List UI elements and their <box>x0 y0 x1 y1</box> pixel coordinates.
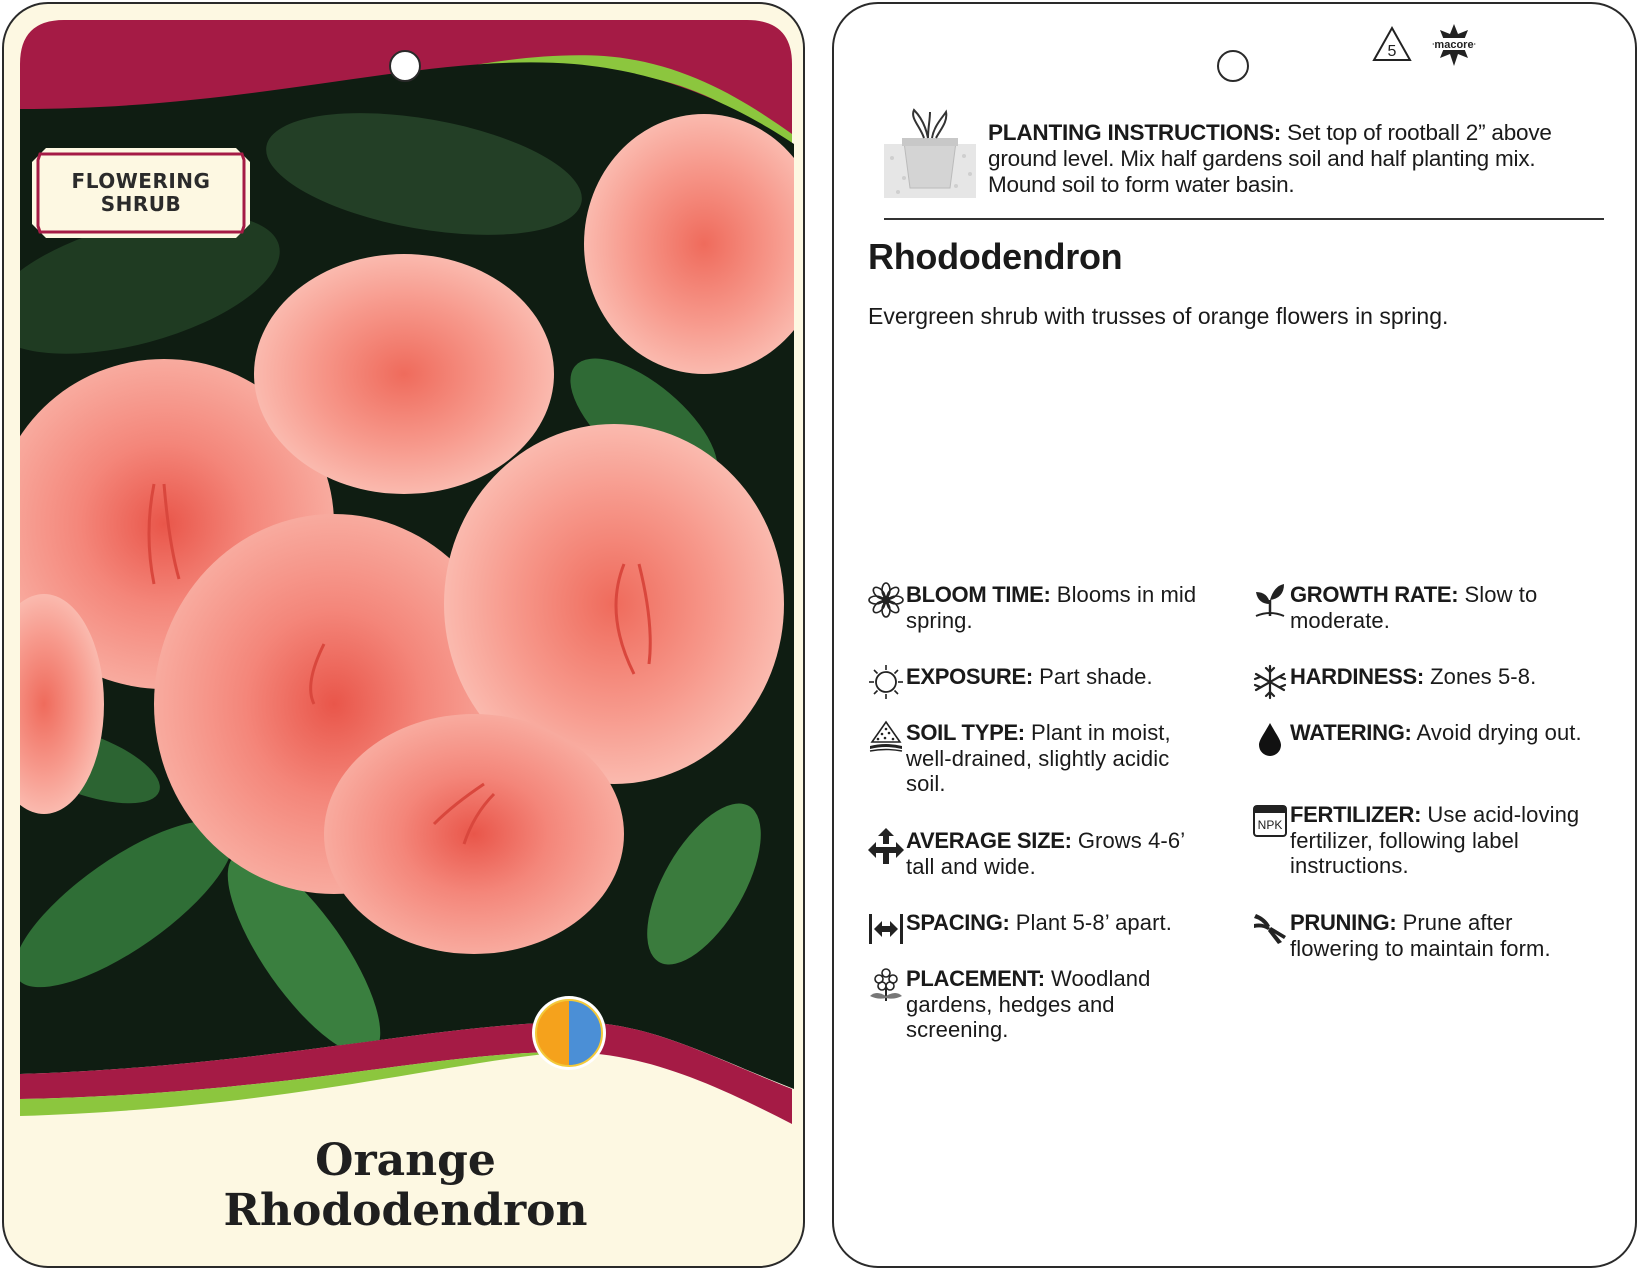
attr-label: AVERAGE SIZE: <box>906 828 1072 853</box>
placement-icon <box>868 966 904 1002</box>
attr-text <box>906 582 1206 633</box>
front-plant-name <box>4 1136 805 1236</box>
planting-text <box>988 120 1598 198</box>
planting-instructions <box>884 108 1604 220</box>
attr-value: Use acid-loving fertilizer, following label instructions. <box>1290 802 1580 878</box>
attr-value: Part shade. <box>1032 664 1153 689</box>
hang-hole <box>1217 50 1249 82</box>
back-tag <box>832 2 1637 1268</box>
sprout-icon <box>1252 582 1288 618</box>
attr-value: Prune after flowering to maintain form. <box>1290 910 1551 961</box>
front-name-line-1: Orange <box>315 1135 496 1186</box>
attr-text <box>1290 910 1590 961</box>
flower-icon <box>868 582 904 618</box>
npk-label: NPK <box>1257 818 1283 832</box>
attr-text <box>906 664 1206 690</box>
snowflake-icon <box>1252 664 1288 700</box>
badge-line-1: FLOWERING <box>71 169 211 193</box>
recycle-number: 5 <box>1387 43 1397 60</box>
planting-body: Set top of rootball 2” above ground level. Mix half gardens soil and half planting mix. Mound soil to form water basin. <box>988 120 1552 197</box>
attr-value: Plant 5-8’ apart. <box>1009 910 1172 935</box>
attr-text <box>906 828 1206 879</box>
attr-text <box>1290 664 1590 690</box>
attr-text <box>906 910 1206 936</box>
category-badge <box>32 148 250 238</box>
size-icon <box>868 828 904 864</box>
soil-icon <box>868 720 904 756</box>
npk-icon <box>1252 802 1288 838</box>
planting-pot-icon <box>884 108 976 200</box>
attr-value: Zones 5-8. <box>1423 664 1537 689</box>
attr-text <box>1290 802 1590 879</box>
attr-text <box>1290 582 1590 633</box>
attr-text <box>906 966 1206 1043</box>
badge-text <box>32 170 250 216</box>
pruners-icon <box>1252 910 1288 946</box>
attr-label: PRUNING: <box>1290 910 1397 935</box>
attr-label: SOIL TYPE: <box>906 720 1025 745</box>
badge-line-2: SHRUB <box>100 192 182 216</box>
planting-label: PLANTING INSTRUCTIONS: <box>988 120 1282 145</box>
attr-value: Plant in moist, well-drained, slightly acidic soil. <box>906 720 1171 796</box>
hang-hole <box>389 50 421 82</box>
attr-text <box>906 720 1206 797</box>
attr-text <box>1290 720 1590 746</box>
attr-label: BLOOM TIME: <box>906 582 1051 607</box>
attr-label: FERTILIZER: <box>1290 802 1422 827</box>
front-tag <box>2 2 805 1268</box>
attr-label: GROWTH RATE: <box>1290 582 1459 607</box>
attr-value: Grows 4-6’ tall and wide. <box>906 828 1185 879</box>
plant-description: Evergreen shrub with trusses of orange flowers in spring. <box>868 303 1449 329</box>
spacing-icon <box>868 910 904 946</box>
attr-label: SPACING: <box>906 910 1010 935</box>
attr-value: Woodland gardens, hedges and screening. <box>906 966 1151 1042</box>
water-drop-icon <box>1252 720 1288 756</box>
part-shade-icon <box>530 994 608 1072</box>
sun-icon <box>868 664 904 700</box>
attr-label: PLACEMENT: <box>906 966 1045 991</box>
attr-label: EXPOSURE: <box>906 664 1033 689</box>
recycle-logo <box>1372 24 1482 68</box>
attr-label: HARDINESS: <box>1290 664 1424 689</box>
plant-name: Rhododendron <box>868 236 1123 277</box>
attr-value: Slow to moderate. <box>1290 582 1538 633</box>
attr-label: WATERING: <box>1290 720 1412 745</box>
attr-value: Avoid drying out. <box>1411 720 1582 745</box>
brand-name: macore <box>1434 39 1474 51</box>
front-name-line-2: Rhododendron <box>223 1185 588 1236</box>
attr-value: Blooms in mid spring. <box>906 582 1197 633</box>
